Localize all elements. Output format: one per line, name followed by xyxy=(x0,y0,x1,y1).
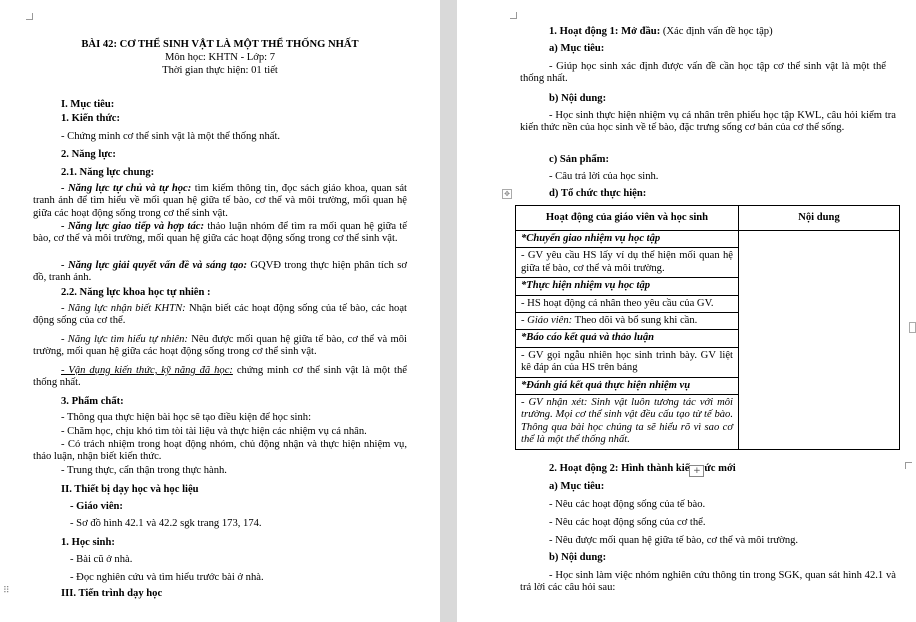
step-thuc-hien: *Thực hiện nhiệm vụ học tập xyxy=(516,277,738,294)
hoc-sinh-item: - Đọc nghiên cứu và tìm hiểu trước bài ở nhà. xyxy=(70,572,264,583)
heading-muc-tieu: I. Mục tiêu: xyxy=(61,99,115,110)
khtn-tim-hieu: - Năng lực tìm hiểu tự nhiên: Nêu được mối quan hệ giữa tế bào, cơ thể và môi trường, mối quan hệ giữa các hoạt động sống trong cơ thể sinh vật. xyxy=(33,334,407,358)
step-bao-cao: *Báo cáo kết quả và thảo luận xyxy=(516,329,738,346)
muc-tieu-label: a) Mục tiêu: xyxy=(549,43,605,54)
heading-nang-luc: 2. Năng lực: xyxy=(61,149,116,160)
heading-kien-thuc: 1. Kiến thức: xyxy=(61,113,121,124)
noi-dung-label: b) Nội dung: xyxy=(549,93,607,104)
activity-table xyxy=(515,205,900,450)
nang-luc-tu-chu: - Năng lực tự chủ và tự học: tìm kiếm thông tin, đọc sách giáo khoa, quan sát tranh ảnh để tìm hiểu về mối quan hệ giữa tế bào, cơ thể và môi trường, mối quan hệ giữa các hoạt động sống trong cơ thể sinh vật. xyxy=(33,183,407,219)
hoat-dong-1-heading: 1. Hoạt động 1: Mở đầu: (Xác định vấn đề học tập) xyxy=(549,26,773,37)
heading-hoc-sinh: 1. Học sinh: xyxy=(61,537,115,548)
drag-handle-icon[interactable]: ⠿ xyxy=(3,586,10,596)
pham-chat-item: - Trung thực, cẩn thận trong thực hành. xyxy=(61,465,227,476)
document-page-left xyxy=(0,0,440,622)
table-header-cell: Nội dung xyxy=(739,206,900,231)
heading-pham-chat: 3. Phẩm chất: xyxy=(61,396,124,407)
table-content-cell xyxy=(739,231,900,450)
khtn-nhan-biet: - Năng lực nhận biết KHTN: Nhận biết các hoạt động sống của tế bào, các hoạt động sống của cơ thể. xyxy=(33,303,407,327)
to-chuc-label: d) Tổ chức thực hiện: xyxy=(549,188,647,199)
step-thuc-hien-text: - HS hoạt động cá nhân theo yêu cầu của GV. xyxy=(516,295,738,312)
page-gap xyxy=(440,0,457,622)
heading-thiet-bi: II. Thiết bị dạy học và học liệu xyxy=(61,484,199,495)
margin-corner-mark xyxy=(510,12,517,19)
pham-chat-item: - Chăm học, chịu khó tìm tòi tài liệu và thực hiện các nhiệm vụ cá nhân. xyxy=(61,426,367,437)
nang-luc-giao-tiep: - Năng lực giao tiếp và hợp tác: thảo luận nhóm để tìm ra mối quan hệ giữa tế bào, cơ thể và môi trường, mối quan hệ giữa các hoạt động sống trong cơ thể sinh vật. xyxy=(33,221,407,245)
san-pham-label: c) Sản phẩm: xyxy=(549,154,610,165)
table-move-handle-icon[interactable]: ✥ xyxy=(502,189,512,199)
khtn-van-dung: - Vận dụng kiến thức, kỹ năng đã học: chứng minh cơ thể sinh vật là một thể thống nhất. xyxy=(33,365,407,389)
muc-tieu-text: - Giúp học sinh xác định được vấn đề cần học tập cơ thể sinh vật là một thể thống nhất. xyxy=(520,61,886,85)
insert-row-icon[interactable]: + xyxy=(689,465,704,477)
table-activity-cell xyxy=(516,231,739,450)
hoc-sinh-item: - Bài cũ ở nhà. xyxy=(70,554,133,565)
muc-tieu-2-item: - Nêu được mối quan hệ giữa tế bào, cơ thể và môi trường. xyxy=(549,535,799,546)
muc-tieu-2-item: - Nêu các hoạt động sống của cơ thể. xyxy=(549,517,706,528)
table-header-cell: Hoạt động của giáo viên và học sinh xyxy=(516,206,739,231)
lesson-title: BÀI 42: CƠ THỂ SINH VẬT LÀ MỘT THỂ THỐNG NHẤT xyxy=(81,39,359,50)
resize-handle-icon[interactable] xyxy=(909,322,916,333)
step-danh-gia: *Đánh giá kết quả thực hiện nhiệm vụ xyxy=(516,377,738,394)
heading-giao-vien: - Giáo viên: xyxy=(70,501,123,512)
heading-tien-trinh: III. Tiến trình dạy học xyxy=(61,588,163,599)
margin-corner-mark xyxy=(905,462,912,469)
muc-tieu-2-item: - Nêu các hoạt động sống của tế bào. xyxy=(549,499,706,510)
muc-tieu-2-label: a) Mục tiêu: xyxy=(549,481,605,492)
pham-chat-item: - Thông qua thực hiện bài học sẽ tạo điều kiện để học sinh: xyxy=(61,412,312,423)
step-danh-gia-text: - GV nhận xét: Sinh vật luôn tương tác với môi trường. Mọi cơ thể sinh vật đều cấu tạo từ tế bào. Thông qua bài học chúng ta sẽ hiểu rõ vì sao cơ thể là một thể thống nhất. xyxy=(516,394,738,449)
nang-luc-giai-quyet: - Năng lực giải quyết vấn đề và sáng tạo: GQVĐ trong thực hiện phân tích sơ đồ, tranh ảnh. xyxy=(33,260,407,284)
heading-nang-luc-chung: 2.1. Năng lực chung: xyxy=(61,167,155,178)
step-chuyen-giao: *Chuyển giao nhiệm vụ học tập xyxy=(521,233,661,244)
margin-corner-mark xyxy=(26,13,33,20)
giao-vien-item: - Sơ đồ hình 42.1 và 42.2 sgk trang 173, 174. xyxy=(70,518,262,529)
step-chuyen-giao-text: - GV yêu cầu HS lấy ví dụ thể hiện mối quan hệ giữa tế bào, cơ thể và môi trường. xyxy=(516,247,738,277)
subject-line: Môn học: KHTN - Lớp: 7 xyxy=(164,52,276,63)
step-thuc-hien-text: - Giáo viên: Theo dõi và bổ sung khi cần. xyxy=(516,312,738,329)
heading-nang-luc-khtn: 2.2. Năng lực khoa học tự nhiên : xyxy=(61,287,211,298)
noi-dung-2-text: - Học sinh làm việc nhóm nghiên cứu thông tin trong SGK, quan sát hình 42.1 và trả lời các câu hỏi sau: xyxy=(520,570,896,594)
pham-chat-item: - Có trách nhiệm trong hoạt động nhóm, chủ động nhận và thực hiện nhiệm vụ, thảo luận, nhận biết kiến thức. xyxy=(33,439,407,463)
document-page-right xyxy=(457,0,916,622)
noi-dung-2-label: b) Nội dung: xyxy=(549,552,607,563)
noi-dung-text: - Học sinh thực hiện nhiệm vụ cá nhân trên phiếu học tập KWL, câu hỏi kiểm tra kiến thức nền của học sinh về tế bào, đặc trưng sống cơ bản của cơ thể sống. xyxy=(520,110,896,134)
step-bao-cao-text: - GV gọi ngẫu nhiên học sinh trình bày. GV liệt kê đáp án của HS trên bảng xyxy=(516,347,738,377)
duration-line: Thời gian thực hiện: 01 tiết xyxy=(162,65,278,76)
kien-thuc-text: - Chứng minh cơ thể sinh vật là một thể thống nhất. xyxy=(61,131,281,142)
san-pham-text: - Câu trả lời của học sinh. xyxy=(549,171,659,182)
hoat-dong-2-heading: 2. Hoạt động 2: Hình thành kiế + ức mới xyxy=(549,463,736,476)
